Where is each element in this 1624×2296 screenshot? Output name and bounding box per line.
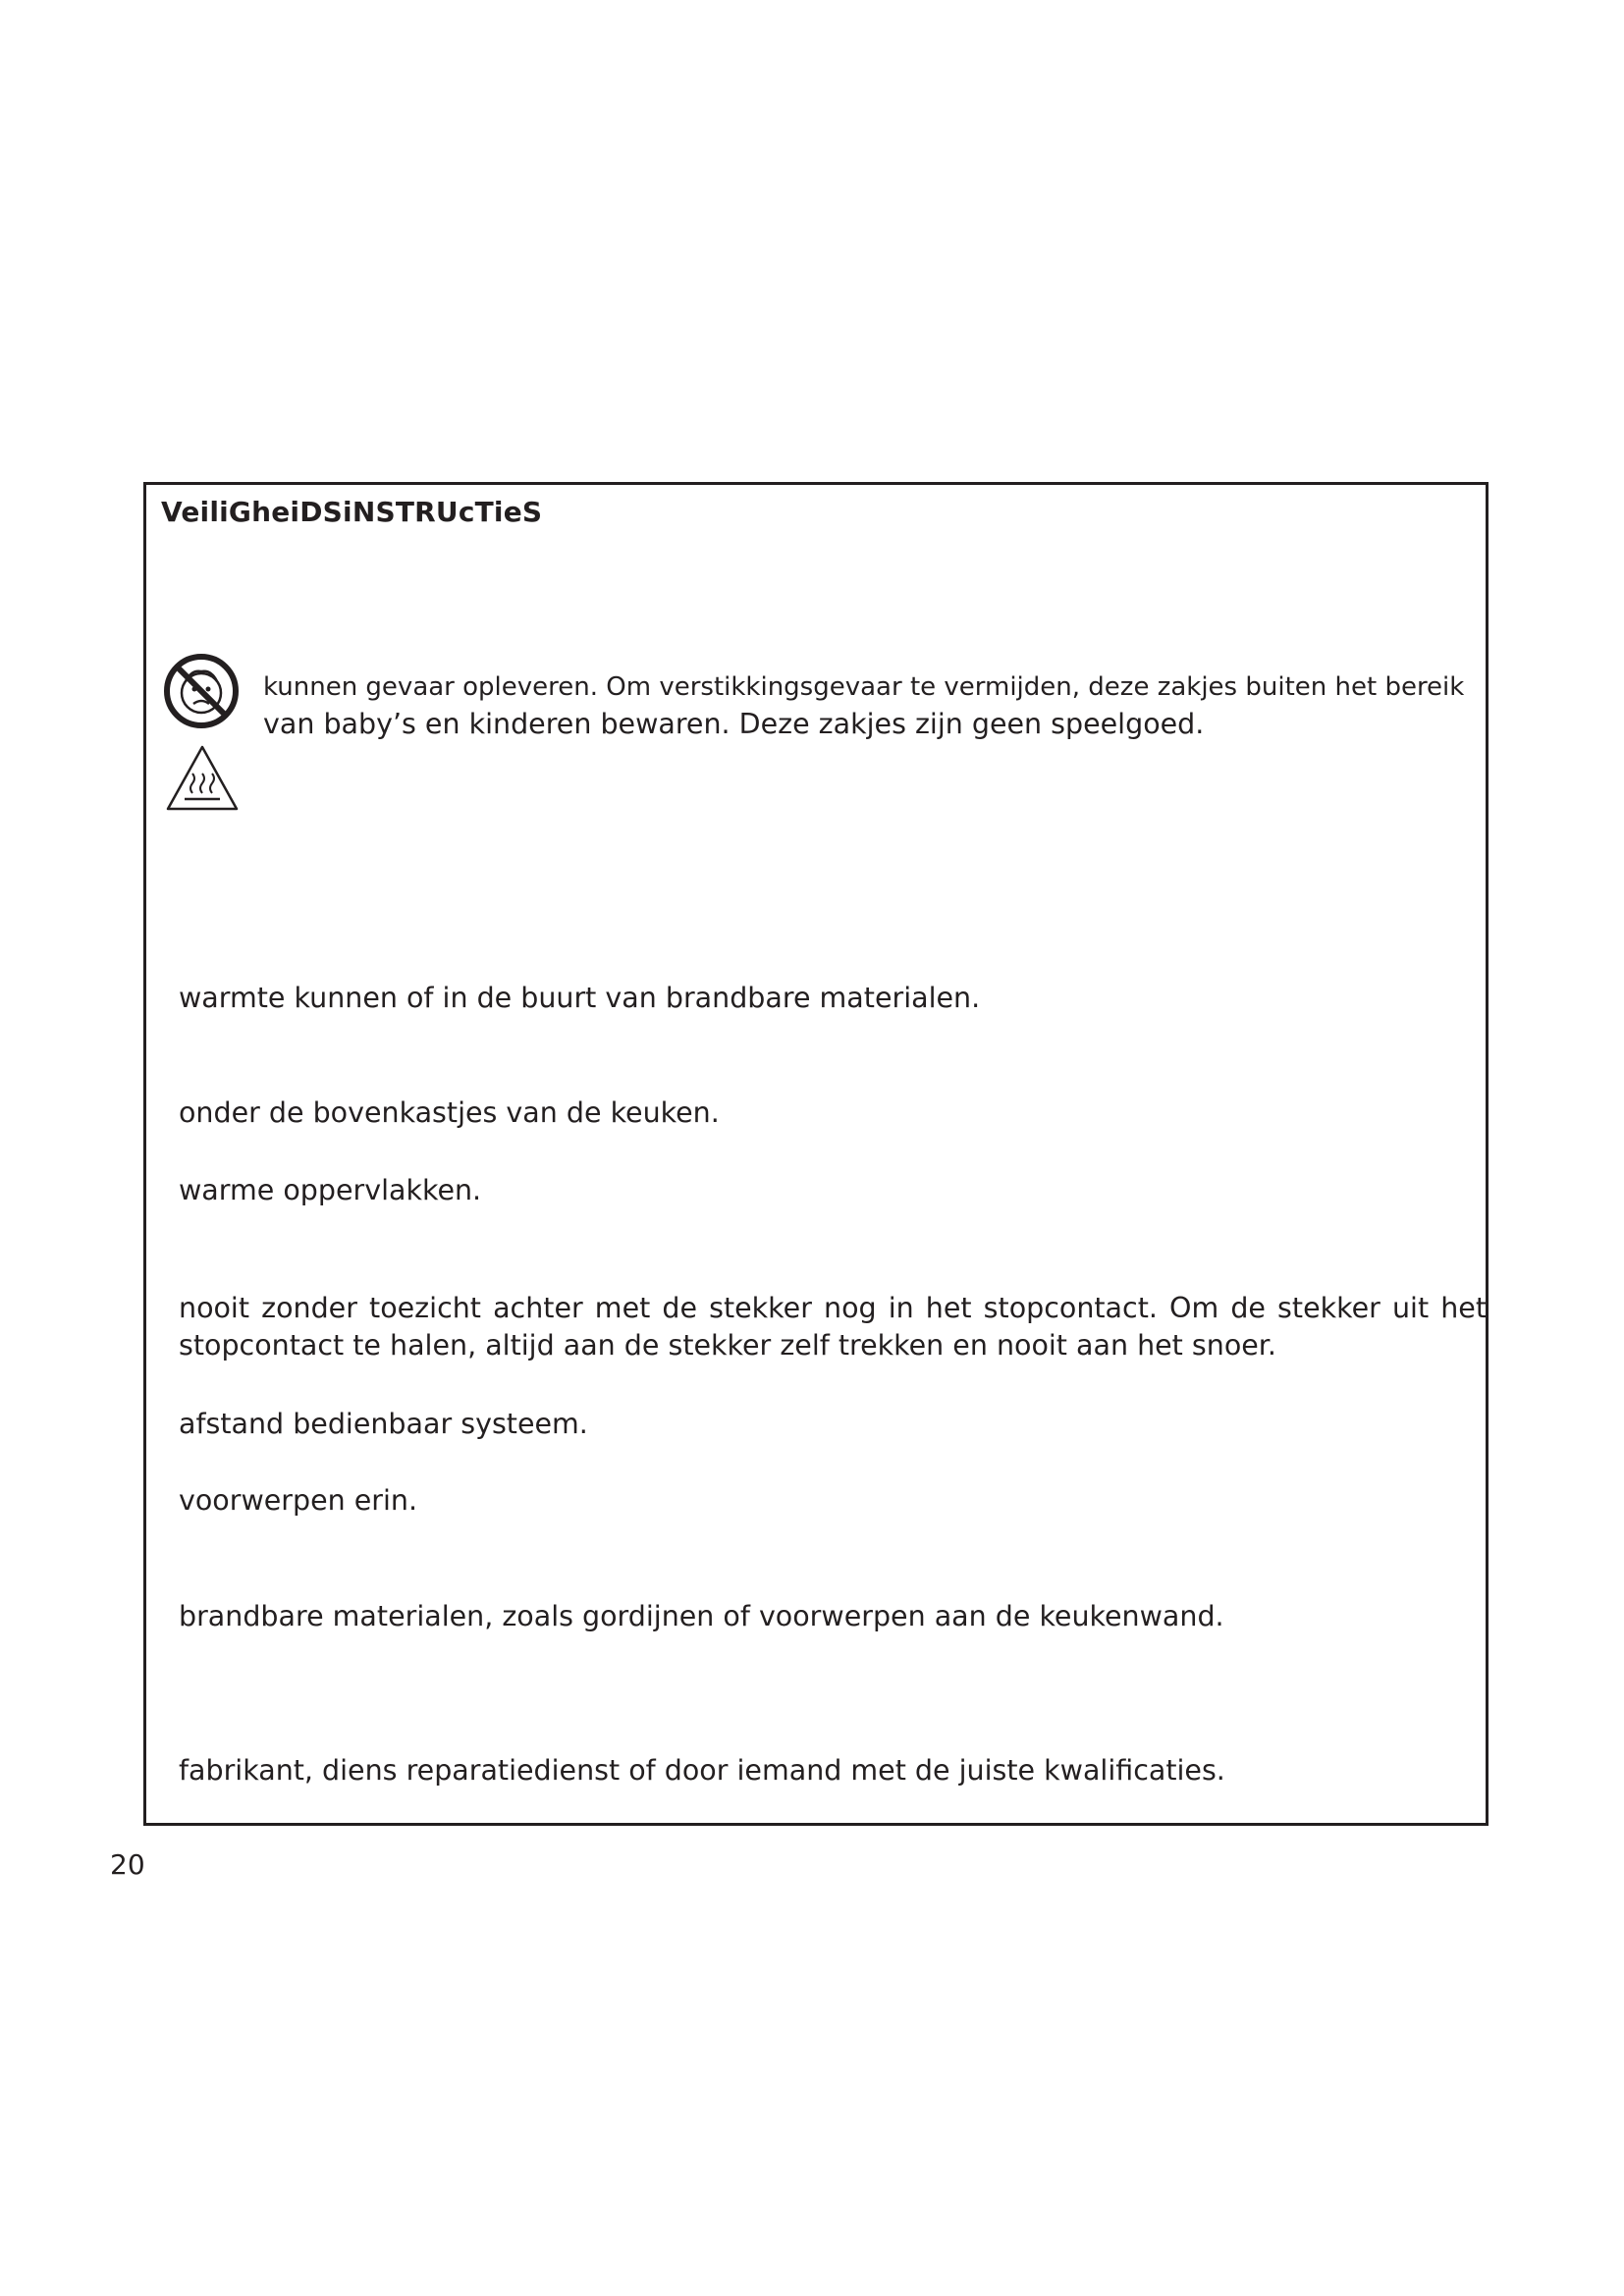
instruction-heat: warmte kunnen of in de buurt van brandbare materialen.	[179, 982, 981, 1014]
hot-surface-warning-icon	[165, 744, 240, 813]
instruction-repair: fabrikant, diens reparatiedienst of door iemand met de juiste kwalificaties.	[179, 1754, 1225, 1787]
no-children-plastic-bag-icon	[162, 652, 241, 730]
instruction-objects: voorwerpen erin.	[179, 1484, 418, 1517]
instruction-remote: afstand bedienbaar systeem.	[179, 1408, 588, 1440]
bag-warning-line-2: van baby’s en kinderen bewaren. Deze zakjes zijn geen speelgoed.	[263, 708, 1205, 740]
instruction-cabinets: onder de bovenkastjes van de keuken.	[179, 1096, 720, 1129]
section-title: VeiliGheiDSiNSTRUcTieS	[161, 496, 543, 528]
bag-warning-line-1: kunnen gevaar opleveren. Om verstikkingsgevaar te vermijden, deze zakjes buiten het bereik	[263, 672, 1465, 702]
instruction-unattended-line-1: nooit zonder toezicht achter met de stekker nog in het stopcontact. Om de stekker uit het	[179, 1292, 1487, 1324]
instruction-surfaces: warme oppervlakken.	[179, 1174, 482, 1206]
page-number: 20	[110, 1848, 145, 1881]
instruction-unattended-line-2: stopcontact te halen, altijd aan de stekker zelf trekken en nooit aan het snoer.	[179, 1329, 1276, 1362]
instruction-flammable: brandbare materialen, zoals gordijnen of voorwerpen aan de keukenwand.	[179, 1600, 1224, 1632]
